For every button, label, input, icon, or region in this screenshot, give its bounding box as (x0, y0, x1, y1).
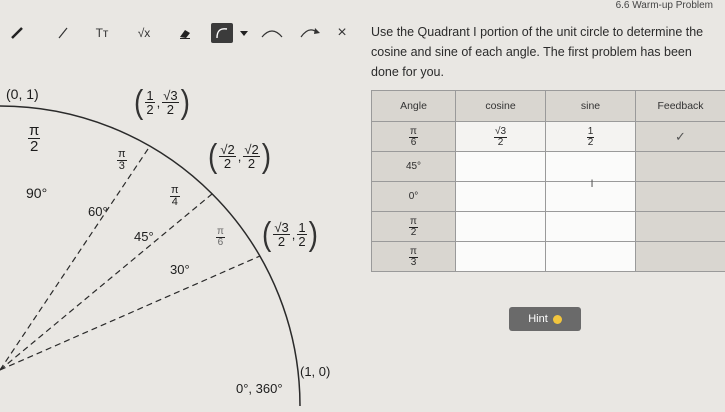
close-tool-button[interactable] (331, 22, 353, 44)
line-icon (56, 26, 70, 40)
cosine-input-45[interactable] (456, 152, 546, 182)
ray-45 (0, 194, 212, 370)
label-pi-over-2 (28, 122, 40, 154)
point-1-0: (1, 0) (300, 364, 331, 379)
angle-cell: 0° (372, 182, 456, 212)
frac-den: 2 (497, 136, 504, 148)
sine-input-45[interactable] (546, 152, 636, 182)
frac-num: √3 (163, 87, 178, 103)
hint-button[interactable] (509, 307, 581, 331)
coord-45-degrees: ( $\frac{√2}{2}$ , $\frac{√2}{2}$ ) (208, 136, 272, 174)
line-tool-button[interactable] (52, 22, 74, 44)
table-row (372, 242, 725, 272)
frac-den: 3 (410, 256, 417, 268)
angle-cell (372, 122, 456, 152)
shape-tool-button[interactable] (208, 22, 252, 44)
frac-den: 3 (118, 160, 125, 172)
frac-den: 6 (410, 136, 417, 148)
frac-den: 2 (223, 155, 232, 171)
frac-den: 2 (298, 233, 306, 249)
point-0-1: (0, 1) (6, 86, 39, 102)
curve-up-tool-button[interactable] (297, 22, 325, 44)
frac-den: 2 (410, 226, 417, 238)
cosine-cell (456, 122, 546, 152)
frac-den: 2 (247, 155, 256, 171)
coord-30-degrees: ( $\frac{√3}{2}$ , $\frac{1}{2}$ ) (262, 214, 318, 252)
eraser-icon (177, 26, 193, 40)
frac-den: 4 (171, 196, 178, 208)
text-tool-button[interactable] (90, 22, 114, 44)
frac-den: 2 (587, 136, 594, 148)
label-60-degrees: 60° (88, 204, 108, 219)
frac-num: π (29, 122, 40, 139)
label-pi-over-3 (117, 148, 127, 172)
feedback-cell (636, 212, 725, 242)
frac-den: 2 (166, 101, 174, 117)
frac-num: √3 (494, 125, 507, 137)
sqrt-tool-label: √x (137, 26, 151, 40)
curve-up-icon (300, 27, 322, 39)
drawing-toolbar (0, 22, 355, 44)
frac-num: 1 (146, 87, 154, 103)
feedback-cell (636, 182, 725, 212)
cosine-input-0[interactable] (456, 182, 546, 212)
label-45-degrees: 45° (134, 229, 154, 244)
feedback-cell (636, 152, 725, 182)
hint-indicator-icon (553, 315, 562, 324)
frac-den: 2 (277, 233, 286, 249)
table-row (372, 182, 725, 212)
cosine-input-pi-over-3[interactable] (456, 242, 546, 272)
trig-values-table (371, 90, 725, 290)
frac-num: 1 (587, 125, 594, 137)
ray-60 (0, 146, 150, 370)
header-angle: Angle (372, 91, 456, 122)
table-row (372, 122, 725, 152)
frac-num: π (118, 148, 126, 160)
label-0-360-degrees: 0°, 360° (236, 381, 283, 396)
label-pi-over-6 (216, 226, 225, 248)
sqrt-tool-button[interactable] (131, 22, 157, 44)
frac-den: 2 (146, 101, 154, 117)
coord-60-degrees: ( $\frac{1}{2}$ , $\frac{√3}{2}$ ) (134, 82, 190, 120)
frac-den: 2 (30, 138, 39, 155)
angle-cell: 45° (372, 152, 456, 182)
instructions-text: Use the Quadrant I portion of the unit circle to determine the cosine and sine of each angle. The first problem has been done for you. (371, 25, 704, 79)
pen-tool-button[interactable] (6, 22, 28, 44)
label-90-degrees: 90° (26, 185, 48, 201)
header-cosine: cosine (456, 91, 546, 122)
pen-icon (10, 26, 24, 40)
header-sine: sine (546, 91, 636, 122)
frac-num: √2 (220, 141, 235, 157)
text-tool-label: Tт (95, 26, 109, 40)
chevron-down-icon (239, 29, 249, 37)
angle-cell (372, 212, 456, 242)
ray-30 (0, 256, 260, 370)
frac-num: 1 (298, 219, 306, 235)
header-feedback: Feedback (636, 91, 725, 122)
label-pi-over-4 (170, 184, 180, 208)
angle-cell (372, 242, 456, 272)
frac-num: π (410, 125, 417, 137)
sine-input-pi-over-2[interactable] (546, 212, 636, 242)
feedback-cell (636, 242, 725, 272)
frac-num: π (410, 215, 417, 227)
feedback-check-icon: ✓ (636, 122, 725, 152)
table-header-row (372, 91, 725, 122)
frac-num: √2 (244, 141, 259, 157)
frac-den: 6 (217, 237, 224, 248)
label-30-degrees: 30° (170, 262, 190, 277)
table-row (372, 212, 725, 242)
sine-input-pi-over-3[interactable] (546, 242, 636, 272)
cosine-input-pi-over-2[interactable] (456, 212, 546, 242)
curve-icon (261, 27, 283, 39)
page-title: 6.6 Warm-up Problem (615, 0, 713, 11)
hint-label: Hint (528, 313, 548, 325)
frac-num: √3 (274, 219, 289, 235)
unit-circle-diagram (0, 80, 360, 410)
curve-tool-button[interactable] (258, 22, 286, 44)
arc-shape-icon (211, 23, 233, 43)
text-cursor-icon: I (590, 178, 594, 190)
close-icon: × (337, 24, 347, 41)
sine-cell (546, 122, 636, 152)
frac-num: π (410, 245, 417, 257)
frac-num: π (171, 184, 179, 196)
table-row (372, 152, 725, 182)
frac-num: π (217, 226, 224, 237)
eraser-tool-button[interactable] (174, 22, 196, 44)
sine-input-0[interactable] (546, 178, 636, 212)
